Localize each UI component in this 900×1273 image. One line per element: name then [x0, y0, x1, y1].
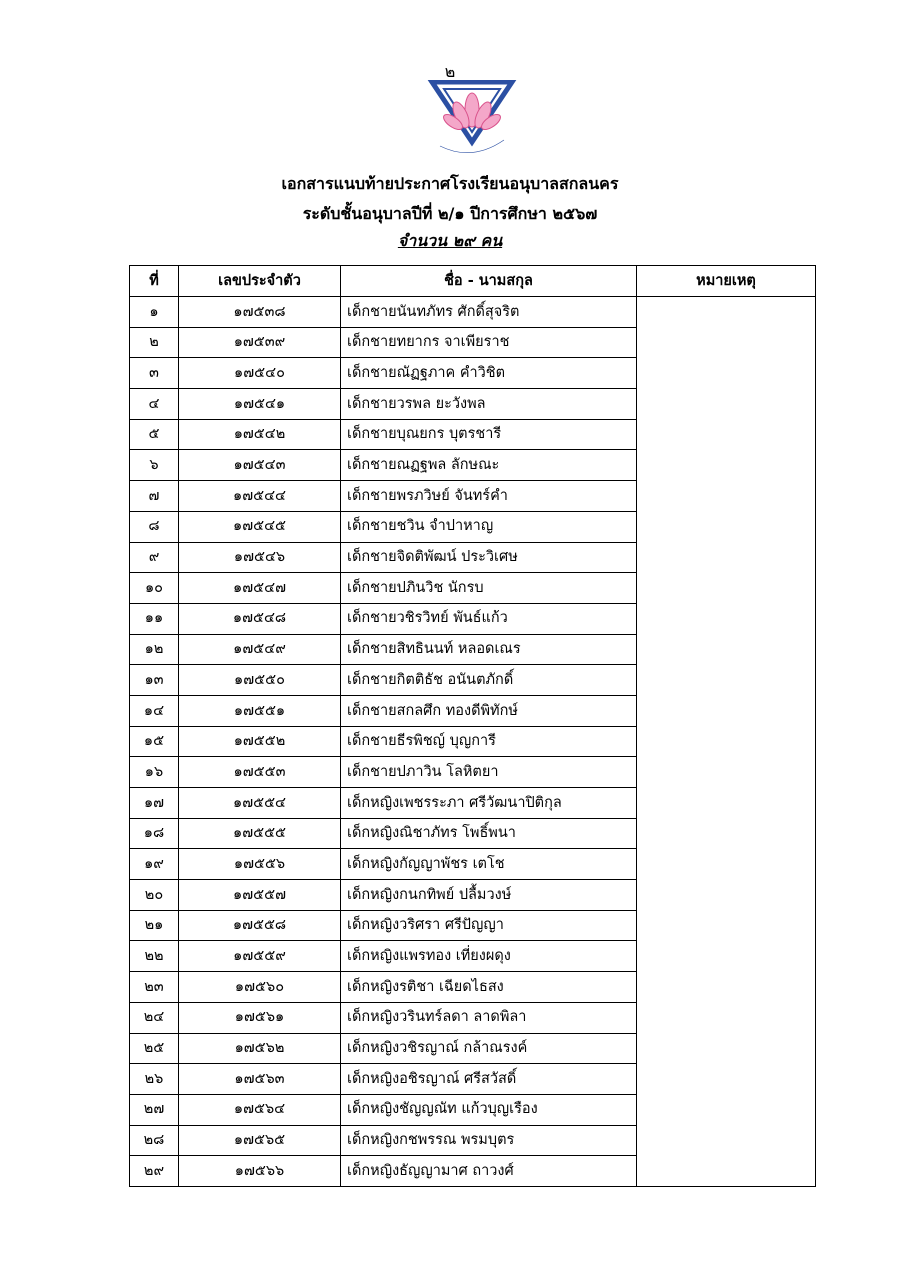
note-cell — [637, 941, 816, 972]
row-number: ๔ — [130, 389, 179, 420]
table-row — [130, 573, 816, 604]
student-id: ๑๗๕๔๓ — [179, 450, 341, 481]
note-cell — [637, 726, 816, 757]
student-name: เด็กหญิงกชพรรณ พรมบุตร — [341, 1125, 637, 1156]
student-name: เด็กชายจิดติพัฒน์ ประวิเศษ — [341, 542, 637, 573]
table-row — [130, 972, 816, 1003]
header-id: เลขประจำตัว — [179, 266, 341, 297]
student-name: เด็กชายกิตติธัช อนันตภักดิ์ — [341, 665, 637, 696]
document-subtitle: ระดับชั้นอนุบาลปีที่ ๒/๑ ปีการศึกษา ๒๕๖๗ — [302, 204, 598, 223]
table-row — [130, 1033, 816, 1064]
row-number: ๑๒ — [130, 634, 179, 665]
table-row — [130, 1125, 816, 1156]
student-name: เด็กหญิงเพชรระภา ศรีวัฒนาปิติกุล — [341, 788, 637, 819]
student-name: เด็กหญิงธัญญามาศ ถาวงศ์ — [341, 1156, 637, 1187]
student-name: เด็กชายปภาวิน โลหิตยา — [341, 757, 637, 788]
student-id: ๑๗๕๕๕ — [179, 818, 341, 849]
table-body — [130, 297, 816, 1187]
note-cell — [637, 1125, 816, 1156]
table-row — [130, 849, 816, 880]
note-cell — [637, 511, 816, 542]
student-name: เด็กหญิงแพรทอง เที่ยงผดุง — [341, 941, 637, 972]
note-cell — [637, 1156, 816, 1187]
student-name: เด็กชายวชิรวิทย์ พันธ์แก้ว — [341, 603, 637, 634]
note-cell — [637, 1002, 816, 1033]
table-row — [130, 327, 816, 358]
table-header-row — [130, 266, 816, 297]
student-id: ๑๗๕๖๓ — [179, 1064, 341, 1095]
student-name: เด็กชายสกลศึก ทองดีพิทักษ์ — [341, 695, 637, 726]
note-cell — [637, 1033, 816, 1064]
document-title: เอกสารแนบท้ายประกาศโรงเรียนอนุบาลสกลนคร — [281, 174, 619, 193]
row-number: ๑๗ — [130, 788, 179, 819]
table-row — [130, 726, 816, 757]
note-cell — [637, 297, 816, 328]
row-number: ๒๓ — [130, 972, 179, 1003]
note-cell — [637, 695, 816, 726]
student-count: จำนวน ๒๙ คน — [397, 231, 503, 250]
note-cell — [637, 849, 816, 880]
table-row — [130, 634, 816, 665]
student-name: เด็กชายบุณยกร บุตรชารี — [341, 419, 637, 450]
student-name: เด็กหญิงณิชาภัทร โพธิ์พนา — [341, 818, 637, 849]
note-cell — [637, 450, 816, 481]
student-id: ๑๗๕๔๗ — [179, 573, 341, 604]
row-number: ๖ — [130, 450, 179, 481]
note-cell — [637, 972, 816, 1003]
student-id: ๑๗๕๕๘ — [179, 910, 341, 941]
student-name: เด็กชายนันทภัทร ศักดิ์สุจริต — [341, 297, 637, 328]
student-name: เด็กหญิงชัญญณัท แก้วบุญเรือง — [341, 1094, 637, 1125]
note-cell — [637, 910, 816, 941]
row-number: ๑๕ — [130, 726, 179, 757]
student-name: เด็กชายธีรพิชญ์ บุญการี — [341, 726, 637, 757]
school-logo-icon — [422, 80, 522, 160]
student-name: เด็กชายสิทธินนท์ หลอดเณร — [341, 634, 637, 665]
row-number: ๙ — [130, 542, 179, 573]
table-row — [130, 603, 816, 634]
note-cell — [637, 542, 816, 573]
table-row — [130, 419, 816, 450]
student-name: เด็กหญิงวรินทร์ลดา ลาดพิลา — [341, 1002, 637, 1033]
row-number: ๒๕ — [130, 1033, 179, 1064]
note-cell — [637, 818, 816, 849]
note-cell — [637, 757, 816, 788]
row-number: ๒๐ — [130, 880, 179, 911]
student-id: ๑๗๕๓๙ — [179, 327, 341, 358]
row-number: ๒๒ — [130, 941, 179, 972]
table-row — [130, 788, 816, 819]
student-name: เด็กหญิงกัญญาพัชร เตโช — [341, 849, 637, 880]
student-id: ๑๗๕๔๔ — [179, 481, 341, 512]
student-id: ๑๗๕๓๘ — [179, 297, 341, 328]
student-name: เด็กหญิงอชิรญาณ์ ศรีสวัสดิ์ — [341, 1064, 637, 1095]
student-list-table — [129, 265, 816, 1187]
row-number: ๑๑ — [130, 603, 179, 634]
table-row — [130, 511, 816, 542]
note-cell — [637, 358, 816, 389]
table-row — [130, 695, 816, 726]
student-id: ๑๗๕๕๑ — [179, 695, 341, 726]
table-row — [130, 297, 816, 328]
note-cell — [637, 1064, 816, 1095]
student-id: ๑๗๕๔๕ — [179, 511, 341, 542]
table-row — [130, 389, 816, 420]
student-name: เด็กชายณัฏฐภาค คำวิชิต — [341, 358, 637, 389]
student-name: เด็กหญิงกนกทิพย์ ปลื้มวงษ์ — [341, 880, 637, 911]
page-number: ๒ — [444, 62, 456, 81]
row-number: ๑๙ — [130, 849, 179, 880]
note-cell — [637, 880, 816, 911]
student-id: ๑๗๕๔๘ — [179, 603, 341, 634]
student-name: เด็กชายปภินวิช นักรบ — [341, 573, 637, 604]
student-id: ๑๗๕๖๕ — [179, 1125, 341, 1156]
student-id: ๑๗๕๖๒ — [179, 1033, 341, 1064]
row-number: ๑๓ — [130, 665, 179, 696]
student-name: เด็กชายพรภวิษย์ จันทร์คำ — [341, 481, 637, 512]
table-row — [130, 358, 816, 389]
student-id: ๑๗๕๔๐ — [179, 358, 341, 389]
table-row — [130, 450, 816, 481]
table-row — [130, 880, 816, 911]
row-number: ๒๖ — [130, 1064, 179, 1095]
student-id: ๑๗๕๖๐ — [179, 972, 341, 1003]
note-cell — [637, 788, 816, 819]
note-cell — [637, 603, 816, 634]
student-id: ๑๗๕๕๒ — [179, 726, 341, 757]
note-cell — [637, 419, 816, 450]
row-number: ๒๙ — [130, 1156, 179, 1187]
note-cell — [637, 634, 816, 665]
table-row — [130, 1064, 816, 1095]
student-id: ๑๗๕๕๙ — [179, 941, 341, 972]
student-name: เด็กหญิงรติชา เฉียดไธสง — [341, 972, 637, 1003]
student-id: ๑๗๕๕๓ — [179, 757, 341, 788]
table-row — [130, 481, 816, 512]
student-name: เด็กชายชวิน จำปาหาญ — [341, 511, 637, 542]
student-id: ๑๗๕๔๑ — [179, 389, 341, 420]
row-number: ๘ — [130, 511, 179, 542]
table-row — [130, 665, 816, 696]
header-note: หมายเหตุ — [637, 266, 816, 297]
row-number: ๑ — [130, 297, 179, 328]
header-name: ชื่อ - นามสกุล — [341, 266, 637, 297]
student-name: เด็กหญิงวริศรา ศรีปัญญา — [341, 910, 637, 941]
student-id: ๑๗๕๖๑ — [179, 1002, 341, 1033]
note-cell — [637, 1094, 816, 1125]
student-id: ๑๗๕๔๙ — [179, 634, 341, 665]
student-name: เด็กชายวรพล ยะวังพล — [341, 389, 637, 420]
row-number: ๑๘ — [130, 818, 179, 849]
row-number: ๑๔ — [130, 695, 179, 726]
header-no: ที่ — [130, 266, 179, 297]
student-id: ๑๗๕๕๐ — [179, 665, 341, 696]
table-row — [130, 757, 816, 788]
row-number: ๗ — [130, 481, 179, 512]
student-id: ๑๗๕๕๖ — [179, 849, 341, 880]
student-id: ๑๗๕๖๔ — [179, 1094, 341, 1125]
row-number: ๒๘ — [130, 1125, 179, 1156]
row-number: ๒๑ — [130, 910, 179, 941]
student-name: เด็กหญิงวชิรญาณ์ กล้าณรงค์ — [341, 1033, 637, 1064]
student-name: เด็กชายณฏฐพล ลักษณะ — [341, 450, 637, 481]
note-cell — [637, 481, 816, 512]
table-row — [130, 941, 816, 972]
student-name: เด็กชายทยากร จาเพียราช — [341, 327, 637, 358]
row-number: ๒๗ — [130, 1094, 179, 1125]
note-cell — [637, 389, 816, 420]
row-number: ๒ — [130, 327, 179, 358]
student-id: ๑๗๕๕๗ — [179, 880, 341, 911]
student-id: ๑๗๕๕๔ — [179, 788, 341, 819]
table-row — [130, 1094, 816, 1125]
note-cell — [637, 573, 816, 604]
table-row — [130, 542, 816, 573]
student-id: ๑๗๕๔๖ — [179, 542, 341, 573]
row-number: ๒๔ — [130, 1002, 179, 1033]
note-cell — [637, 327, 816, 358]
table-row — [130, 910, 816, 941]
row-number: ๑๖ — [130, 757, 179, 788]
row-number: ๓ — [130, 358, 179, 389]
student-id: ๑๗๕๔๒ — [179, 419, 341, 450]
row-number: ๑๐ — [130, 573, 179, 604]
row-number: ๕ — [130, 419, 179, 450]
table-row — [130, 1156, 816, 1187]
table-row — [130, 1002, 816, 1033]
student-id: ๑๗๕๖๖ — [179, 1156, 341, 1187]
note-cell — [637, 665, 816, 696]
table-row — [130, 818, 816, 849]
